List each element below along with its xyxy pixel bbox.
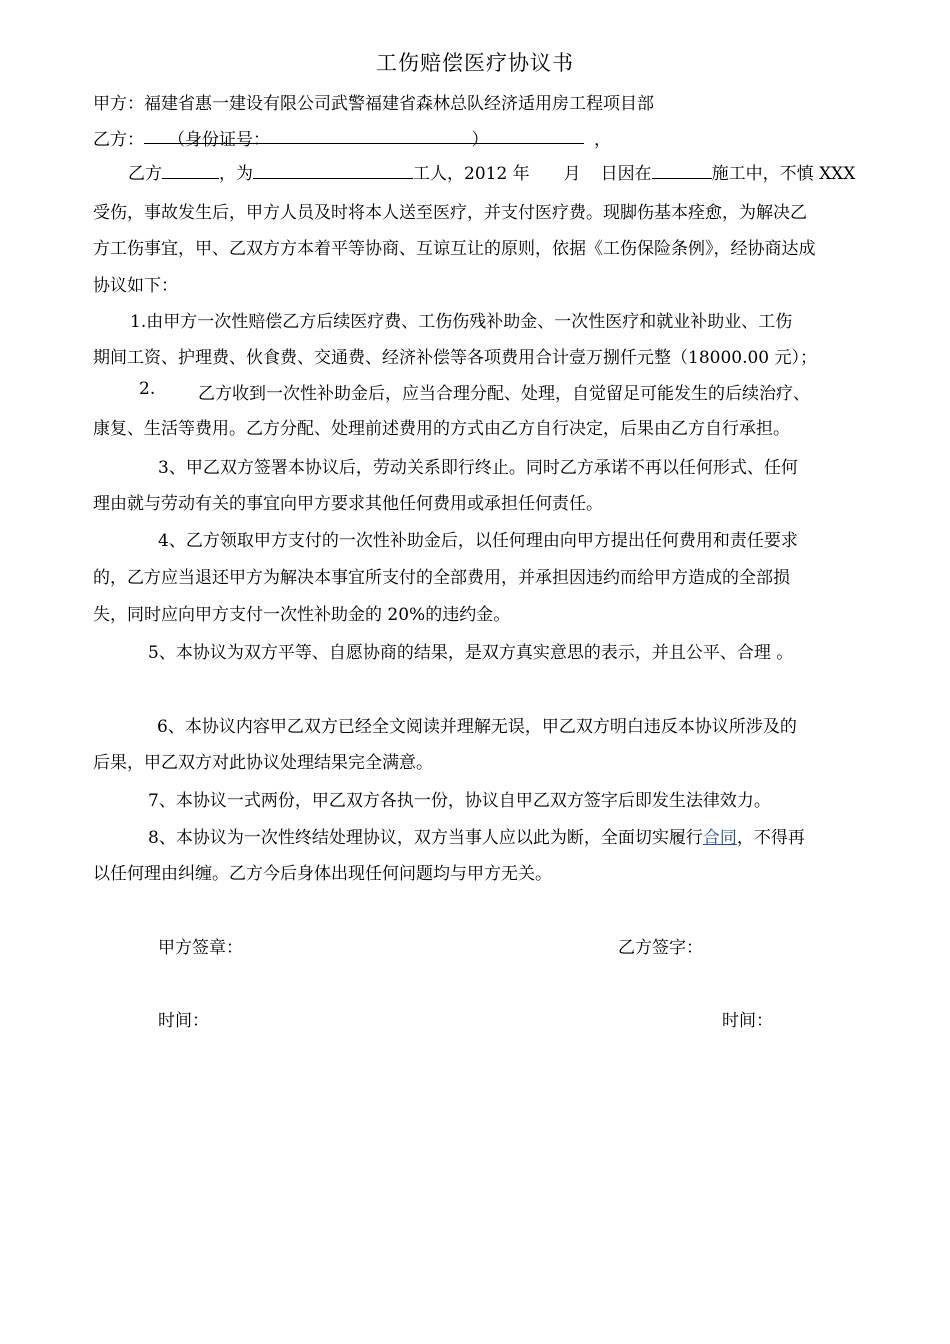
intro-line-3: 方工伤事宜，甲、乙双方方本着平等协商、互谅互让的原则，依据《工伤保险条例》，经协商达成 xyxy=(93,239,816,259)
party-b-comma: ， xyxy=(594,130,611,150)
intro-blank-name xyxy=(162,160,219,179)
intro-part-2: ，为 xyxy=(219,164,253,184)
party-b-id-close: ） xyxy=(471,130,489,150)
clause-2-number: 2. xyxy=(139,379,156,399)
clause-1-line-2: 期间工资、护理费、伙食费、交通费、经济补偿等各项费用合计壹万捌仟元整（18000.00 元）； xyxy=(93,348,818,368)
party-b-line xyxy=(93,125,611,150)
clause-4-line-1: 4、乙方领取甲方支付的一次性补助金后，以任何理由向甲方提出任何费用和责任要求 xyxy=(158,531,798,551)
intro-blank-job xyxy=(253,160,413,179)
clause-3-line-2: 理由就与劳动有关的事宜向甲方要求其他任何费用或承担任何责任。 xyxy=(93,494,603,514)
party-b-id-blank xyxy=(144,125,584,150)
party-a-time-label: 时间： xyxy=(158,1011,209,1031)
party-b-id-open: （身份证号： xyxy=(168,130,262,150)
clause-8-text-a: 8、本协议为一次性终结处理协议，双方当事人应以此为断，全面切实履行 xyxy=(148,828,703,848)
clause-1-line-1: 1.由甲方一次性赔偿乙方后续医疗费、工伤伤残补助金、一次性医疗和就业补助业、工伤 xyxy=(130,312,793,332)
party-a-signature-label: 甲方签章： xyxy=(158,938,243,958)
intro-part-6: 施工中，不慎 XXX xyxy=(711,164,856,184)
clause-8-line-1 xyxy=(148,823,805,848)
intro-part-5: 日因在 xyxy=(600,164,652,184)
party-b-label: 乙方： xyxy=(93,130,144,150)
clause-7-line-1: 7、本协议一式两份，甲乙双方各执一份，协议自甲乙双方签字后即发生法律效力。 xyxy=(148,791,771,811)
intro-part-4: 月 xyxy=(563,164,581,184)
party-b-time-label: 时间： xyxy=(722,1011,773,1031)
party-a-line: 甲方：福建省惠一建设有限公司武警福建省森林总队经济适用房工程项目部 xyxy=(93,94,654,114)
contract-link[interactable]: 合同 xyxy=(702,828,737,848)
clause-8-text-b: ，不得再 xyxy=(736,828,805,848)
clause-6-line-2: 后果，甲乙双方对此协议处理结果完全满意。 xyxy=(93,753,433,773)
intro-line-1 xyxy=(128,159,855,184)
clause-3-line-1: 3、甲乙双方签署本协议后，劳动关系即行终止。同时乙方承诺不再以任何形式、任何 xyxy=(158,458,798,478)
intro-line-4: 协议如下： xyxy=(93,276,178,296)
clause-6-line-1: 6、本协议内容甲乙双方已经全文阅读并理解无误，甲乙双方明白违反本协议所涉及的 xyxy=(157,717,797,737)
clause-4-line-3: 失，同时应向甲方支付一次性补助金的 20%的违约金。 xyxy=(93,605,511,625)
party-b-signature-label: 乙方签字： xyxy=(618,938,703,958)
clause-4-line-2: 的，乙方应当退还甲方为解决本事宜所支付的全部费用，并承担因违约而给甲方造成的全部损 xyxy=(93,568,790,588)
clause-2-line-1: 乙方收到一次性补助金后，应当合理分配、处理，自觉留足可能发生的后续治疗、 xyxy=(198,384,810,404)
intro-part-3: 工人，2012 年 xyxy=(413,164,530,184)
clause-5-line-1: 5、本协议为双方平等、自愿协商的结果，是双方真实意思的表示，并且公平、合理 。 xyxy=(148,643,794,663)
intro-part-1: 乙方 xyxy=(128,164,162,184)
intro-line-2: 受伤，事故发生后，甲方人员及时将本人送至医疗，并支付医疗费。现脚伤基本痊愈，为解决乙 xyxy=(93,203,807,223)
document-title: 工伤赔偿医疗协议书 xyxy=(376,51,574,75)
clause-8-line-2: 以任何理由纠缠。乙方今后身体出现任何问题均与甲方无关。 xyxy=(93,864,552,884)
clause-2-line-2: 康复、生活等费用。乙方分配、处理前述费用的方式由乙方自行决定，后果由乙方自行承担。 xyxy=(93,419,790,439)
intro-blank-site xyxy=(652,160,712,179)
